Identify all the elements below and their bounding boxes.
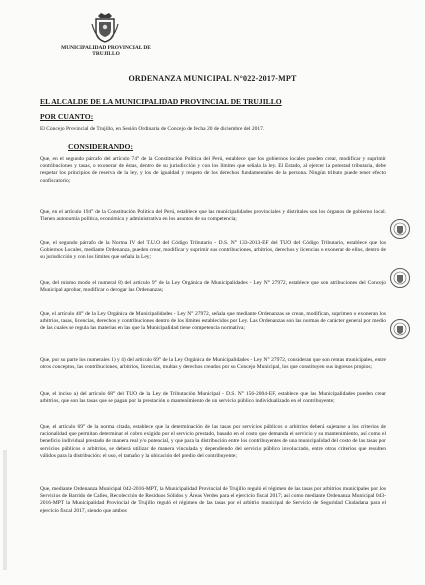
paragraph: Que, el artículo 69° de la norma citada, establece que la determinación de las tasas por servicios públicos o arbitrios deberá sujetarse a los criterios de racionalidad que permitan determinar el cobro exigido por el servicio prestado, basado en el costo que demanda el servicio y su mantenimiento, así como el beneficio individual prestado de manera real y/o potencial, y que para la distribución entre los contribuyentes de una municipalidad del costo de las tasas por servicios públicos o arbitrios, se deberá utilizar de manera vinculada y dependiendo del servicio público involucrado, entre otros criterios que resulten válidos para la distribución: el uso, el tamaño y la ubicación del predio del contribuyente;: [40, 424, 386, 459]
paragraph: Que, el artículo 40° de la Ley Orgánica de Municipalidades - Ley N° 27972, señala que mediante Ordenanzas se crean, modifican, suprimen o exoneran los arbitrios, tasas, licencias, derechos y contribuciones dentro de los límites establecidos por Ley. Las Ordenanzas son las normas de carácter general por medio de las cuales se regula las materias en las que la Municipalidad tiene competencia normativa;: [40, 311, 386, 332]
paragraph: Que, mediante Ordenanza Municipal 042-2016-MPT, la Municipalidad Provincial de Trujillo reguló el régimen de las tasas por arbitrios municipales por los Servicios de Barrido de Calles, Recolección de Residuos Sólidos y Áreas Verdes para el ejercicio fiscal 2017; así como mediante Ordenanza Municipal 043-2016-MPT la Municipalidad Provincial de Trujillo reguló el régimen de las tasas por el arbitrio municipal de Servicio de Seguridad Ciudadana para el ejercicio fiscal 2017, siendo que ambos: [40, 486, 386, 514]
official-seal-icon: [389, 218, 411, 240]
official-seal-icon: [389, 267, 411, 289]
scan-edge-shadow: [3, 450, 7, 570]
coat-of-arms-logo-icon: [90, 12, 120, 44]
paragraph: Que, el inciso a) del artículo 68° del TUO de la Ley de Tributación Municipal - D.S. N° 156-2004-EF, establece que las Municipalidades pueden crear arbitrios, que son las tasas que se pagan por la prestación o mantenimiento de un servicio público individualizado en el contribuyente;: [40, 391, 386, 405]
paragraph: Que, en el segundo párrafo del artículo 74° de la Constitución Política del Perú, establece que los gobiernos locales pueden crear, modificar y suprimir contribuciones y tasas, o exonerar de éstas, dentro de su jurisdicción y con los límites que señala la ley. El Estado, al ejercer la potestad tributaria, debe respetar los principios de reserva de la ley, y los de igualdad y respeto de los derechos fundamentales de la persona. Ningún tributo puede tener efecto confiscatorio;: [40, 156, 386, 184]
paragraph: Que, por su parte los numerales 1) y 4) del artículo 69° de la Ley Orgánica de Municipalidades - Ley N° 27972, consideran que son rentas municipales, entre otros conceptos, las contribuciones, arbitrios, licencias, multas y derechos creados por su Concejo Municipal, los que constituyen sus ingresos propios;: [40, 357, 386, 371]
paragraph: Que, en el artículo 194° de la Constitución Política del Perú, establece que las municipalidades provinciales y distritales son los órganos de gobierno local. Tienen autonomía política, económica y administrativa en los asuntos de su competencia;: [40, 209, 386, 223]
paragraph: Que, el segundo párrafo de la Norma IV del T.U.O del Código Tributario - D.S. N° 133-2013-EF del TUO del Código Tributario, establece que los Gobiernos Locales, mediante Ordenanza, pueden crear, modificar y suprimir sus contribuciones, arbitrios, derechos y licencias o exonerar de ellos, dentro de su jurisdicción y con los límites que señala la Ley;: [40, 240, 386, 261]
considerando-label: CONSIDERANDO:: [68, 142, 133, 151]
official-seal-icon: [389, 318, 411, 340]
mayor-heading: EL ALCALDE DE LA MUNICIPALIDAD PROVINCIAL DE TRUJILLO: [40, 97, 282, 106]
paragraph: Que, del mismo modo el numeral 8) del artículo 9° de la Ley Orgánica de Municipalidades - Ley N° 27972, establece que son atribuciones del Concejo Municipal aprobar, modificar o derogar las Ordenanzas;: [40, 280, 386, 294]
ordinance-title: ORDENANZA MUNICIPAL N°022-2017-MPT: [128, 74, 297, 83]
council-session-text: El Concejo Provincial de Trujillo, en Sesión Ordinaria de Concejo de fecha 20 de diciembre del 2017.: [40, 126, 265, 132]
municipality-name: MUNICIPALIDAD PROVINCIAL DE TRUJILLO: [61, 45, 151, 58]
por-cuanto-label: POR CUANTO:: [40, 112, 94, 121]
